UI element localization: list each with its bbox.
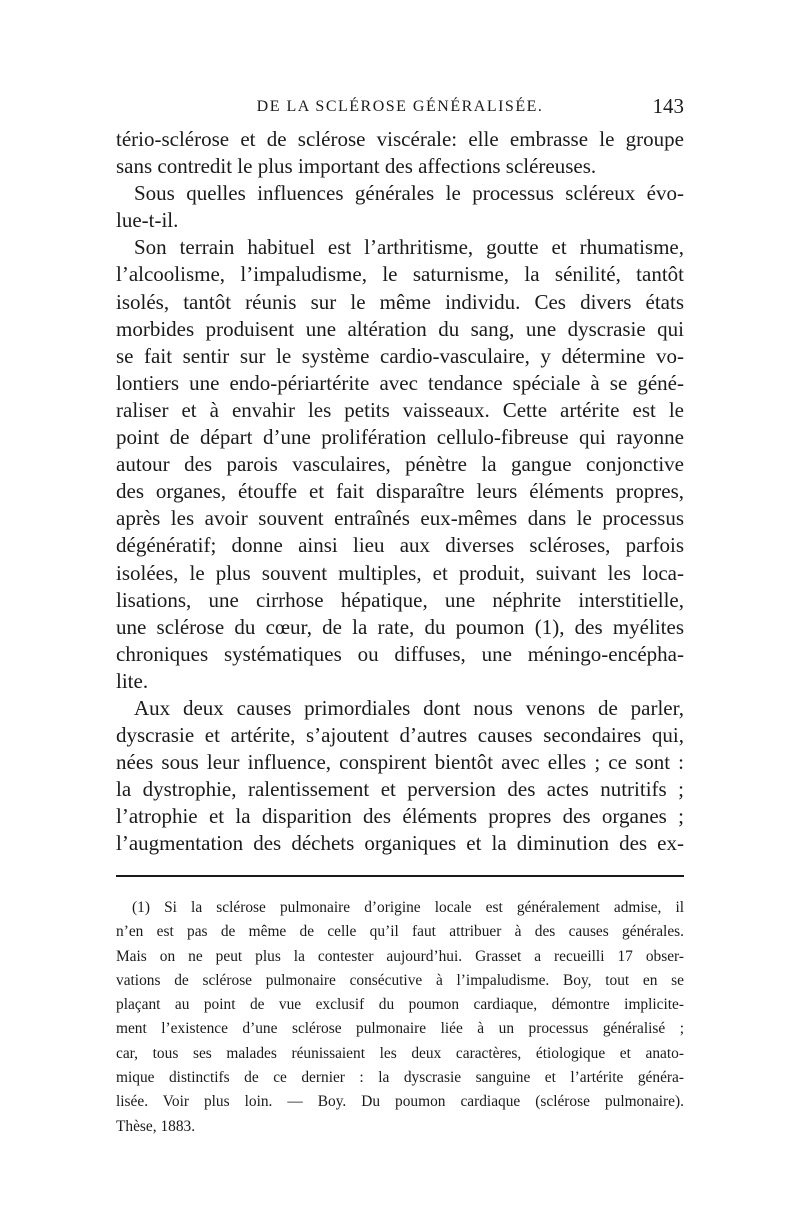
text-line: Aux deux causes primordiales dont nous venons de parler, xyxy=(134,695,684,720)
text-line: lontiers une endo-périartérite avec tendance spéciale à se géné- xyxy=(116,370,684,395)
text-line: point de départ d’une prolifération cellulo-fibreuse qui rayonne xyxy=(116,425,684,450)
text-line: raliser et à envahir les petits vaisseaux. Cette artérite est le xyxy=(116,397,684,422)
text-line: lisations, une cirrhose hépatique, une néphrite interstitielle, xyxy=(116,587,684,612)
page-number: 143 xyxy=(652,94,684,118)
footnote-line: mique distinctifs de ce dernier : la dyscrasie sanguine et l’artérite généra- xyxy=(116,1069,684,1087)
text-line: Son terrain habituel est l’arthritisme, goutte et rhumatisme, xyxy=(134,235,684,260)
text-line: lue-t-il. xyxy=(116,208,179,233)
text-line: isolés, tantôt réunis sur le même individu. Ces divers états xyxy=(116,289,684,314)
running-title: DE LA SCLÉROSE GÉNÉRALISÉE. xyxy=(256,98,544,115)
footnote-line: car, tous ses malades réunissaient les deux caractères, étiologique et anato- xyxy=(116,1044,684,1062)
text-line: nées sous leur influence, conspirent bientôt avec elles ; ce sont : xyxy=(116,750,684,775)
text-line: tério-sclérose et de sclérose viscérale: elle embrasse le groupe xyxy=(116,127,684,151)
footnote xyxy=(116,896,684,1139)
text-line: des organes, étouffe et fait disparaître leurs éléments propres, xyxy=(116,479,684,504)
text-line: l’alcoolisme, l’impaludisme, le saturnisme, la sénilité, tantôt xyxy=(116,262,684,287)
text-line: lite. xyxy=(116,668,149,693)
text-line: la dystrophie, ralentissement et perversion des actes nutritifs ; xyxy=(116,777,684,802)
footnote-line: Thèse, 1883. xyxy=(116,1117,196,1135)
footnote-line: (1) Si la sclérose pulmonaire d’origine locale est généralement admise, il xyxy=(132,899,684,916)
footnote-line: ment l’existence d’une sclérose pulmonaire liée à un processus généralisé ; xyxy=(116,1020,684,1038)
text-line: se fait sentir sur le système cardio-vasculaire, y détermine vo- xyxy=(116,343,684,368)
text-line: morbides produisent une altération du sang, une dyscrasie qui xyxy=(116,316,684,341)
text-line: dyscrasie et artérite, s’ajoutent d’autres causes secondaires qui, xyxy=(116,723,684,748)
text-line: chroniques systématiques ou diffuses, une méningo-encépha- xyxy=(116,641,684,666)
footnote-line: n’en est pas de même de celle qu’il faut attribuer à des causes générales. xyxy=(116,923,684,941)
footnote-line: plaçant au point de vue exclusif du poumon cardiaque, démontre implicite- xyxy=(116,996,684,1014)
footnote-line: Mais on ne peut plus la contester aujourd’hui. Grasset a recueilli 17 obser- xyxy=(116,947,684,965)
footnote-line: lisée. Voir plus loin. — Boy. Du poumon cardiaque (sclérose pulmonaire). xyxy=(116,1093,684,1111)
text-line: après les avoir souvent entraînés eux-mêmes dans le processus xyxy=(116,506,684,531)
text-line: l’augmentation des déchets organiques et la diminution des ex- xyxy=(116,831,684,856)
footnote-line: vations de sclérose pulmonaire consécutive à l’impaludisme. Boy, tout en se xyxy=(116,971,684,989)
text-line: dégénératif; donne ainsi lieu aux diverses scléroses, parfois xyxy=(116,533,684,558)
main-text xyxy=(116,126,684,858)
page-header xyxy=(116,94,684,128)
text-line: une sclérose du cœur, de la rate, du poumon (1), des myélites xyxy=(116,614,684,639)
text-line: Sous quelles influences générales le processus scléreux évo- xyxy=(134,181,684,206)
text-line: autour des parois vasculaires, pénètre la gangue conjonctive xyxy=(116,452,684,477)
text-line: sans contredit le plus important des affections scléreuses. xyxy=(116,154,597,179)
text-line: l’atrophie et la disparition des éléments propres des organes ; xyxy=(116,804,684,829)
text-line: isolées, le plus souvent multiples, et produit, suivant les loca- xyxy=(116,560,684,585)
footnote-divider xyxy=(116,875,684,877)
